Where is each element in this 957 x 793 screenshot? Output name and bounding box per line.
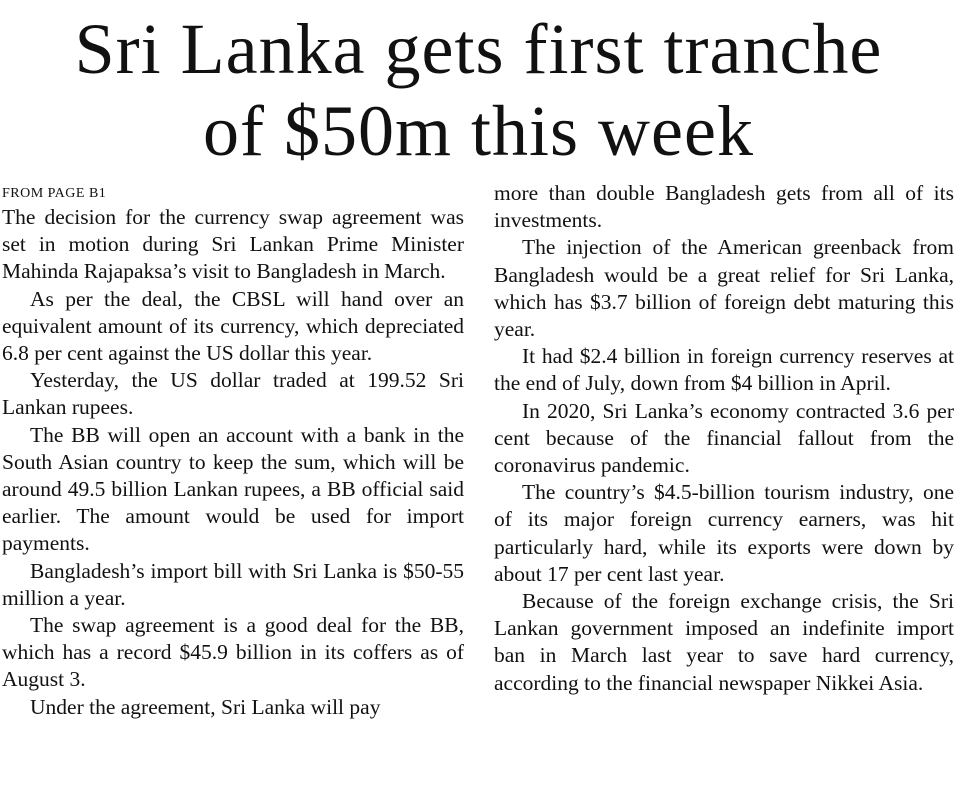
paragraph: Yesterday, the US dollar traded at 199.52 Sri Lankan rupees. — [2, 368, 464, 420]
paragraph: Under the agreement, Sri Lanka will pay — [30, 694, 381, 719]
continuation-kicker: FROM PAGE B1 — [2, 186, 107, 201]
paragraph: Because of the foreign exchange crisis, the Sri Lankan government imposed an indefinite import ban in March last year to save hard currency, according to the financial newspaper Nikkei Asia. — [494, 589, 954, 695]
paragraph: Bangladesh’s import bill with Sri Lanka is $50-55 million a year. — [2, 558, 464, 610]
paragraph: It had $2.4 billion in foreign currency reserves at the end of July, down from $4 billion in April. — [494, 344, 954, 396]
paragraph: The swap agreement is a good deal for the BB, which has a record $45.9 billion in its coffers as of August 3. — [2, 613, 464, 692]
paragraph: more than double Bangladesh gets from all of its investments. — [494, 181, 954, 233]
left-column — [2, 184, 464, 721]
paragraph: In 2020, Sri Lanka’s economy contracted 3.6 per cent because of the financial fallout from the coronavirus pandemic. — [494, 398, 954, 478]
headline-line-2: of $50m this week — [203, 91, 754, 171]
paragraph: The BB will open an account with a bank in the South Asian country to keep the sum, which will be around 49.5 billion Lankan rupees, a BB official said earlier. The amount would be used for import payments. — [2, 422, 464, 556]
paragraph: As per the deal, the CBSL will hand over an equivalent amount of its currency, which depreciated 6.8 per cent against the US dollar this year. — [2, 286, 464, 366]
paragraph: The injection of the American greenback from Bangladesh would be a great relief for Sri Lanka, which has $3.7 billion of foreign debt maturing this year. — [494, 235, 954, 342]
right-column — [494, 180, 954, 697]
headline-line-1: Sri Lanka gets first tranche — [74, 9, 883, 89]
headline — [0, 8, 957, 172]
paragraph: The decision for the currency swap agreement was set in motion during Sri Lankan Prime Minister Mahinda Rajapaksa’s visit to Bangladesh in March. — [2, 205, 464, 284]
paragraph: The country’s $4.5-billion tourism industry, one of its major foreign currency earners, was hit particularly hard, while its exports were down by about 17 per cent last year. — [494, 480, 954, 586]
